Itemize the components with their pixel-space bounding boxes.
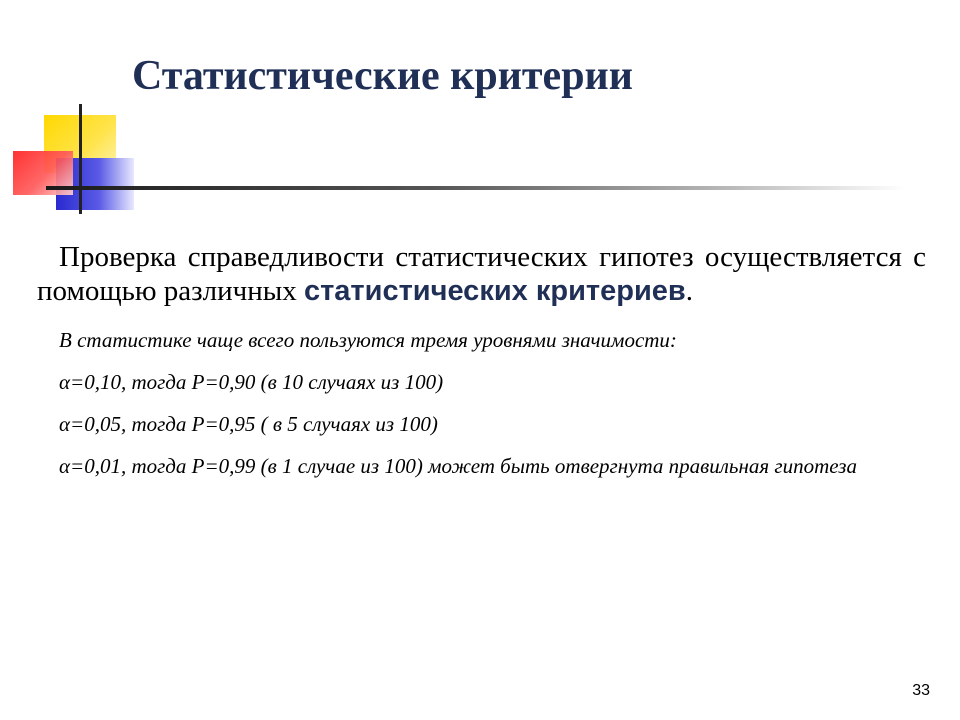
slide-title: Статистические критерии [132,53,633,99]
significance-levels-intro: В статистике чаще всего пользуются тремя уровнями значимости: [59,328,677,352]
page-number: 33 [912,682,930,699]
intro-text-end: . [685,275,693,307]
significance-level-item: α=0,05, тогда Р=0,95 ( в 5 случаях из 100) [59,412,438,436]
title-underline-rule [46,186,906,190]
significance-level-item: α=0,10, тогда Р=0,90 (в 10 случаях из 100) [59,370,444,394]
decoration-vertical-line [79,104,82,214]
intro-text: Проверка справедливости статистических гипотез осуществляется с помощью различных [37,241,926,307]
significance-level-item: α=0,01, тогда Р=0,99 (в 1 случае из 100) может быть отвергнута правильная гипотеза [59,454,857,478]
highlighted-term: статистических критериев [303,275,686,307]
slide-body [37,240,926,478]
intro-paragraph [37,240,926,308]
